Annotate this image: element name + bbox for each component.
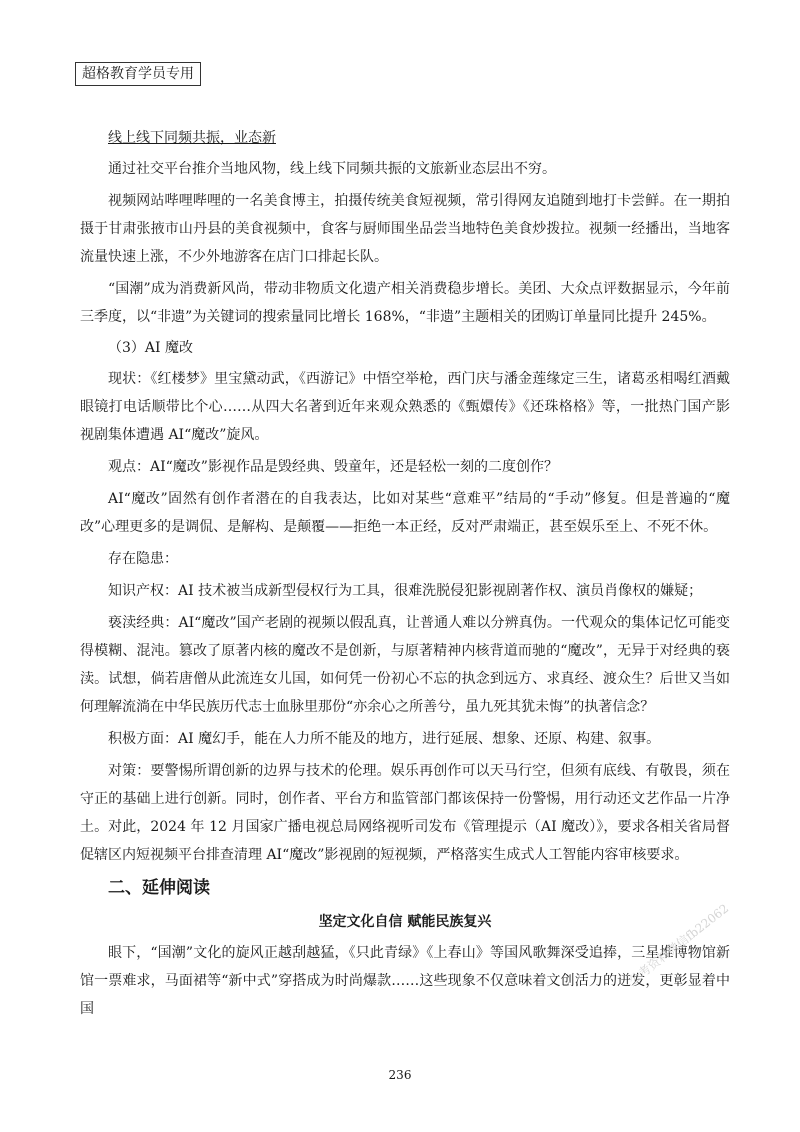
- subheading-online-offline: 线上线下同频共振，业态新: [108, 130, 276, 146]
- paragraph: 亵渎经典：AI“魔改”国产老剧的视频以假乱真，让普通人难以分辨真伪。一代观众的集体记忆可能变得模糊、混沌。篡改了原著内核的魔改不是创新，与原著精神内核背道而驰的“魔改”，无异于对经典的亵渎。试想，倘若唐僧从此流连女儿国，如何凭一份初心不忘的执念到远方、求真经、渡众生？后世又当如何理解流淌在中华民族历代志士血脉里那份“亦余心之所善兮，虽九死其犹未悔”的执著信念？: [80, 615, 730, 715]
- paragraph: 知识产权：AI 技术被当成新型侵权行为工具，很难洗脱侵犯影视剧著作权、演员肖像权的嫌疑；: [108, 583, 703, 599]
- page-number: 236: [388, 1068, 412, 1082]
- paragraph: 通过社交平台推介当地风物，线上线下同频共振的文旅新业态层出不穷。: [108, 161, 556, 177]
- watermark: 公考资料微信fb22062: [626, 901, 732, 988]
- paragraph: “国潮”成为消费新风尚，带动非物质文化遗产相关消费稳步增长。美团、大众点评数据显示，今年前三季度，以“非遗”为关键词的搜索量同比增长 168%，“非遗”主题相关的团购订单量同比提升 245%。: [80, 281, 730, 325]
- paragraph: AI“魔改”固然有创作者潜在的自我表达，比如对某些“意难平”结局的“手动”修复。但是普遍的“魔改”心理更多的是调侃、是解构、是颠覆——拒绝一本正经，反对严肃端正，甚至娱乐至上、不死不休。: [80, 491, 730, 535]
- section-title-extended-reading: 二、延伸阅读: [108, 878, 210, 898]
- paragraph: 存在隐患：: [108, 551, 178, 567]
- header-tag: 超格教育学员专用: [75, 62, 201, 86]
- paragraph: 观点：AI“魔改”影视作品是毁经典、毁童年，还是轻松一刻的二度创作？: [108, 459, 558, 475]
- paragraph: 现状：《红楼梦》里宝黛动武，《西游记》中悟空举枪，西门庆与潘金莲缘定三生，诸葛丞相喝红酒戴眼镜打电话顺带比个心……从四大名著到近年来观众熟悉的《甄嬛传》《还珠格格》等，一批热门国产影视剧集体遭遇 AI“魔改”旋风。: [80, 371, 730, 443]
- paragraph: 对策：要警惕所谓创新的边界与技术的伦理。娱乐再创作可以天马行空，但须有底线、有敬畏，须在守正的基础上进行创新。同时，创作者、平台方和监管部门都该保持一份警惕，用行动还文艺作品一片净土。对此，2024 年 12 月国家广播电视总局网络视听司发布《管理提示（AI 魔改）》，要求各相关省局督促辖区内短视频平台排查清理 AI“魔改”影视剧的短视频，严格落实生成式人工智能内容审核要求。: [80, 763, 730, 863]
- paragraph: 视频网站哔哩哔哩的一名美食博主，拍摄传统美食短视频，常引得网友追随到地打卡尝鲜。在一期拍摄于甘肃张掖市山丹县的美食视频中，食客与厨师围坐品尝当地特色美食炒拨拉。视频一经播出，当地客流量快速上涨，不少外地游客在店门口排起长队。: [80, 193, 730, 265]
- page-content: [80, 125, 730, 1027]
- paragraph: 眼下，“国潮”文化的旋风正越刮越猛，《只此青绿》《上春山》等国风歌舞深受追捧，三星堆博物馆新馆一票难求，马面裙等“新中式”穿搭成为时尚爆款……这些现象不仅意味着文创活力的迸发，更彰显着中国: [80, 945, 730, 1017]
- paragraph: 积极方面：AI 魔幻手，能在人力所不能及的地方，进行延展、想象、还原、构建、叙事。: [108, 731, 661, 747]
- article-title: 坚定文化自信 赋能民族复兴: [318, 914, 492, 930]
- subheading-ai-mogai: （3）AI 魔改: [108, 340, 193, 356]
